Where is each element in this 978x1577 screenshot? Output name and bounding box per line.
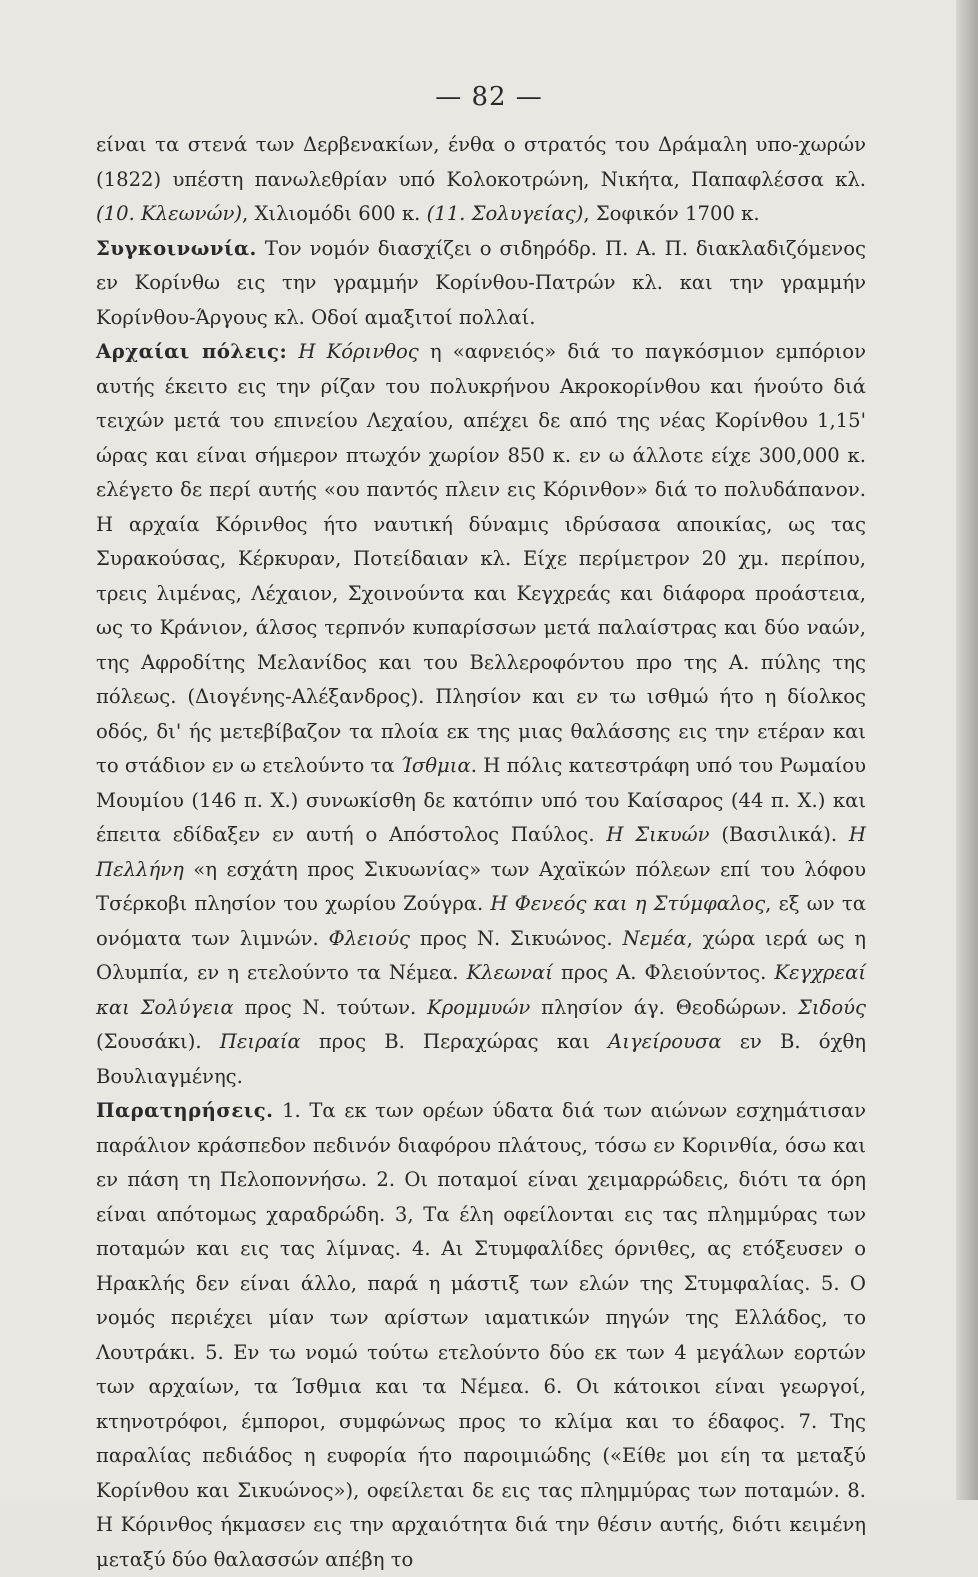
section-heading-ancient-cities: Αρχαίαι πόλεις: <box>96 340 288 363</box>
page-body <box>96 128 866 1577</box>
page-edge-shadow <box>956 0 978 1500</box>
paragraph-communication: Συγκοινωνία. Τον νομόν διασχίζει ο σιδηρόδρ. Π. Α. Π. διακλαδιζόμενος εν Κορίνθω εις την γραμμήν Κορίνθου-Πατρών κλ. και την γραμμήν Κορίνθου-Άργους κλ. Οδοί αμαξιτοί πολλαί. <box>96 236 866 329</box>
paragraph-ancient-cities: Αρχαίαι πόλεις: Η Κόρινθος η «αφνειός» διά το παγκόσμιον εμπόριον αυτής έκειτο εις την ρίζαν του πολυκρήνου Ακροκορίνθου και ήνούτο διά τειχών μετά του επινείου Λεχαίου, απέχει δε από της νέας Κορίνθου 1,15' ώρας και είναι σήμερον πτωχόν χωρίον 850 κ. εν ω άλλοτε είχε 300,000 κ. ελέγετο δε περί αυτής «ου παντός πλειν εις Κόρινθον» διά το πολυδάπανον. Η αρχαία Κόρινθος ήτο ναυτική δύναμις ιδρύσασα αποικίας, ως τας Συρακούσας, Κέρκυραν, Ποτείδαιαν κλ. Είχε περίμετρον 20 χμ. περίπου, τρεις λιμένας, Λέχαιον, Σχοινούντα και Κεγχρεάς και διάφορα προάστεια, ως το Κράνιον, άλσος τερπνόν κυπαρίσσων μετά παλαίστρας και δύο ναών, της Αφροδίτης Μελανίδος και του Βελλεροφόντου προ της Α. πύλης της πόλεως. (Διογένης-Αλέξανδρος). Πλησίον και εν τω ισθμώ ήτο η δίολκος οδός, δι' ής μετεβίβαζον τα πλοία εκ της μιας θαλάσσης εις την ετέραν και το στάδιον εν ω ετελούντο τα Ίσθμια. Η πόλις κατεστράφη υπό του Ρωμαίου Μουμίου (146 π. Χ.) συνωκίσθη δε κατόπιν υπό του Καίσαρος (44 π. Χ.) και έπειτα εδίδαξεν εν αυτή ο Απόστολος Παύλος. Η Σικυών (Βασιλικά). Η Πελλήνη «η εσχάτη προς Σικυωνίας» των Αχαϊκών πόλεων επί του λόφου Τσέρκοβι πλησίον του χωρίου Ζούγρα. Η Φενεός και η Στύμφαλος, εξ ων τα ονόματα των λιμνών. Φλειούς προς Ν. Σικυώνος. Νεμέα, χώρα ιερά ως η Ολυμπία, εν η ετελούντο τα Νέμεα. Κλεωναί προς Α. Φλειούντος. Κεγχρεαί και Σολύγεια προς Ν. τούτων. Κρομμυών πλησίον άγ. Θεοδώρων. Σιδούς (Σουσάκι). Πειραία προς Β. Περαχώρας και Αιγείρουσα εν Β. όχθη Βουλιαγμένης. <box>96 340 867 1088</box>
paragraph-observations: Παρατηρήσεις. 1. Τα εκ των ορέων ύδατα διά των αιώνων εσχημάτισαν παράλιον κράσπεδον πεδινόν διαφόρου πλάτους, τόσω εν Κορινθία, όσω και εν πάση τη Πελοποννήσω. 2. Οι ποταμοί είναι χειμαρρώδεις, διότι τα όρη είναι απότομως χαραδρώδη. 3, Τα έλη οφείλονται εις τας πλημμύρας των ποταμών και εις τας λίμνας. 4. Αι Στυμφαλίδες όρνιθες, ας ετόξευσεν ο Ηρακλής δεν είναι άλλο, παρά η μάστιξ των ελών της Στυμφαλίας. 5. Ο νομός περιέχει μίαν των αρίστων ιαματικών πηγών της Ελλάδος, το Λουτράκι. 5. Εν τω νομώ τούτω ετελούντο δύο εκ των 4 μεγάλων εορτών των αρχαίων, τα Ίσθμια και τα Νέμεα. 6. Οι κάτοικοι είναι γεωργοί, κτηνοτρόφοι, έμποροι, συμφώνως προς το κλίμα και το έδαφος. 7. Της παραλίας πεδιάδος η ευφορία ήτο παροιμιώδης («Είθε μοι είη τα μεταξύ Κορίνθου και Σικυώνος»), οφείλεται δε εις τας πλημμύρας των ποταμών. 8. Η Κόρινθος ήκμασεν εις την αρχαιότητα διά την θέσιν αυτής, διότι κειμένη μεταξύ δύο θαλασσών απέβη το <box>96 1099 866 1571</box>
section-heading-communication: Συγκοινωνία. <box>96 236 257 260</box>
paragraph-intro: είναι τα στενά των Δερβενακίων, ένθα ο στρατός του Δράμαλη υπο-χωρών (1822) υπέστη πανωλεθρίαν υπό Κολοκοτρώνη, Νικήτα, Παπαφλέσσα κλ. (10. Κλεωνών), Χιλιομόδι 600 κ. (11. Σολυγείας), Σοφικόν 1700 κ. <box>96 133 866 225</box>
section-heading-observations: Παρατηρήσεις. <box>96 1099 274 1122</box>
page-number: — 82 — <box>435 82 543 112</box>
